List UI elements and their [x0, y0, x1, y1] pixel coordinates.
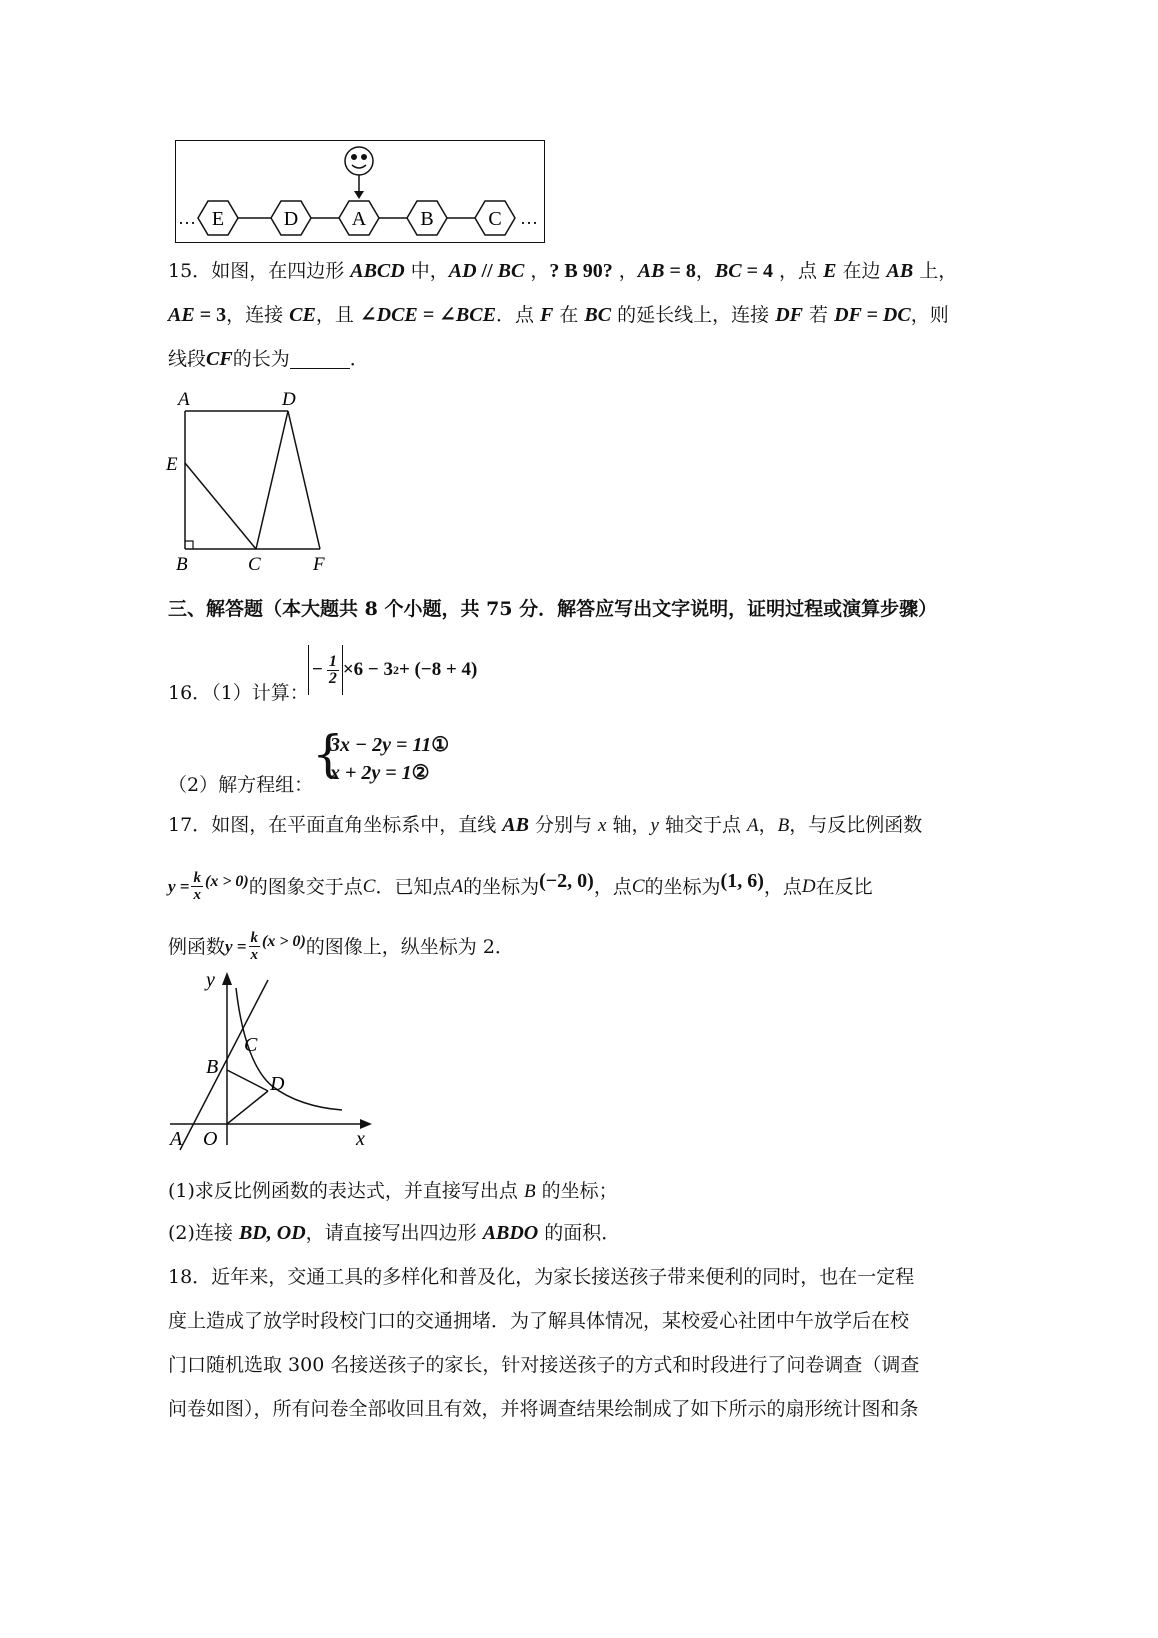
- q17-text: ，点: [763, 875, 802, 898]
- right-angle-mark: [185, 541, 193, 549]
- text-run: ，且: [315, 304, 360, 326]
- text-run: BC: [584, 304, 612, 326]
- q16-expression: [308, 644, 477, 696]
- right-ellipsis: …: [520, 208, 538, 228]
- q17-line-2: [168, 870, 873, 903]
- q16-number: 16．: [168, 682, 212, 704]
- q18-line-1: [168, 1264, 914, 1290]
- q15-cf: CF: [206, 348, 233, 370]
- text-run: DF: [775, 304, 803, 326]
- fig-label-f: F: [313, 554, 325, 575]
- text-run: 上，: [913, 260, 958, 282]
- text-run: ，: [524, 260, 550, 282]
- text-run: 在: [553, 304, 585, 326]
- text-run: ，: [695, 260, 715, 282]
- q17-text: C: [631, 875, 645, 897]
- fig-label-e: E: [166, 454, 178, 475]
- text-run: AB: [502, 814, 529, 836]
- text-run: 分别与: [528, 814, 599, 836]
- q18-line-2: 度上造成了放学时段校门口的交通拥堵．为了解具体情况，某校爱心社团中午放学后在校: [168, 1310, 910, 1332]
- text-run: 轴交于点: [658, 814, 748, 836]
- hex-label-d: D: [283, 208, 299, 230]
- q15-line-1: [168, 258, 957, 284]
- label-y: y: [206, 969, 215, 991]
- smiley-face-icon: [345, 147, 373, 175]
- expr-middle: ×6 − 3: [342, 659, 393, 680]
- q15-line-2: [168, 302, 949, 328]
- text-run: AE: [168, 304, 195, 326]
- label-o: O: [203, 1128, 218, 1150]
- text-run: DF = DC: [834, 304, 911, 326]
- label-c: C: [244, 1034, 258, 1056]
- label-x: x: [356, 1128, 365, 1150]
- left-ellipsis: …: [178, 208, 196, 228]
- coord-a: (−2, 0): [539, 869, 594, 892]
- func-y: y =: [225, 936, 247, 956]
- q17-line-1-content: [211, 814, 922, 836]
- text-run: ABCD: [350, 260, 405, 282]
- func-y: y =: [168, 876, 190, 896]
- q16-part2: [168, 772, 313, 798]
- text-run: F: [539, 304, 554, 326]
- text-run: 在边: [836, 260, 887, 282]
- text-run: 轴，: [606, 814, 651, 836]
- text-run: CE: [289, 304, 316, 326]
- q17-text: 的坐标为: [463, 875, 540, 898]
- text-run: AB: [637, 260, 665, 282]
- text-run: ，: [758, 814, 778, 836]
- text-run: 如图，在四边形: [211, 260, 351, 282]
- hexagon-chain-svg: [176, 141, 544, 242]
- text-run: ，连接: [226, 304, 290, 326]
- q17-text: B: [523, 1181, 536, 1202]
- q17-number: 17．: [168, 814, 212, 836]
- q18-line-4: 问卷如图），所有问卷全部收回且有效，并将调查结果绘制成了如下所示的扇形统计图和条: [168, 1398, 919, 1420]
- fraction-one-half: $\frac{1}{2}$: [328, 652, 337, 687]
- q18-number: 18．: [168, 1266, 212, 1288]
- text-run: //: [476, 260, 498, 282]
- left-brace: {: [312, 725, 344, 783]
- text-run: AB: [886, 260, 914, 282]
- text-run: A: [747, 815, 759, 836]
- equation-1: 3x − 2y = 11①: [330, 734, 450, 756]
- q17-text: D: [801, 875, 816, 897]
- text-run: 如图，在平面直角坐标系中，直线: [211, 814, 503, 836]
- exponent: 2: [392, 662, 399, 677]
- q15-line-2-content: [168, 304, 949, 326]
- q17-text: 在反比: [815, 875, 873, 898]
- q17-text: 例函数: [168, 935, 226, 958]
- text-run: B: [777, 815, 790, 836]
- absolute-value-bars: [308, 645, 343, 695]
- q15-quadrilateral-figure: [160, 385, 340, 580]
- q17-text: 的图像上，纵坐标为 2．: [305, 935, 514, 958]
- fig-label-d: D: [282, 389, 296, 410]
- fraction-k-over-x: $\frac{k}{x}$: [250, 930, 258, 963]
- fig-label-b: B: [176, 554, 188, 575]
- q17-sub-1: [168, 1178, 618, 1205]
- q17-text: (2)连接: [168, 1222, 239, 1244]
- label-a: A: [170, 1128, 183, 1150]
- text-run: x: [598, 815, 607, 836]
- text-run: ∠DCE = ∠BCE: [359, 304, 496, 326]
- q17-text: ，点: [593, 875, 632, 898]
- q17-text: ，请直接写出四边形: [305, 1222, 483, 1244]
- coord-c: (1, 6): [720, 869, 764, 892]
- hexagon-chain-figure: [175, 140, 545, 243]
- func-condition: (x > 0): [262, 932, 306, 950]
- section-3-heading: 三、解答题（本大题共 8 个小题，共 75 分．解答应写出文字说明，证明过程或演算步骤）: [168, 598, 938, 620]
- expr-tail: + (−8 + 4): [398, 659, 478, 680]
- q16-part2-label: （2）解方程组：: [168, 774, 314, 796]
- circled-2: ②: [411, 762, 430, 784]
- arrow-head-icon: [354, 191, 364, 199]
- q17-text: ．已知点: [375, 875, 452, 898]
- q17-text: 的面积．: [538, 1222, 621, 1244]
- q17-abdo: ABDO: [482, 1222, 539, 1244]
- circled-1: ①: [431, 734, 450, 756]
- q17-coordinate-figure: [160, 960, 390, 1155]
- text-run: ，点: [773, 260, 824, 282]
- q15-line-3: [168, 346, 369, 372]
- hex-label-b: B: [420, 208, 434, 230]
- text-run: ，与反比例函数: [789, 814, 923, 836]
- text-run: ? B 90?: [549, 260, 613, 282]
- q18-text: 近年来，交通工具的多样化和普及化，为家长接送孩子带来便利的同时，也在一定程: [211, 1266, 915, 1288]
- q17-line-3: [168, 930, 514, 963]
- text-run: AD: [448, 260, 477, 282]
- q17-text: 的坐标为: [644, 875, 721, 898]
- segment-od: [227, 1091, 268, 1124]
- q15-number: 15．: [168, 260, 212, 282]
- q15-text: 的长为: [232, 348, 290, 370]
- fraction-k-over-x: $\frac{k}{x}$: [193, 870, 201, 903]
- text-run: ，: [612, 260, 638, 282]
- text-run: ．点: [495, 304, 540, 326]
- func-condition: (x > 0): [204, 872, 249, 890]
- text-run: 中，: [404, 260, 449, 282]
- text-run: y: [650, 815, 659, 836]
- fig-label-c: C: [248, 554, 261, 575]
- q15-text: 线段: [168, 348, 207, 370]
- text-run: BC: [714, 260, 742, 282]
- q16-part1-label: （1）计算：: [211, 682, 309, 704]
- hex-label-e: E: [211, 208, 225, 230]
- text-run: = 8: [664, 260, 696, 282]
- answer-blank[interactable]: [290, 348, 350, 369]
- q17-text: 的图象交于点: [248, 875, 363, 898]
- y-axis-arrow-icon: [222, 972, 232, 985]
- q17-bd-od: BD, OD: [238, 1222, 306, 1244]
- text-run: BC: [497, 260, 525, 282]
- label-b: B: [206, 1056, 219, 1078]
- q17-text: (1)求反比例函数的表达式，并直接写出点: [168, 1180, 524, 1202]
- text-run: = 4: [741, 260, 773, 282]
- minus-sign: −: [312, 659, 323, 680]
- segment-bd: [227, 1070, 268, 1091]
- q16-part1: [168, 680, 309, 706]
- q17-text: C: [362, 875, 376, 897]
- text-run: = 3: [194, 304, 227, 326]
- q17-text: 的坐标；: [535, 1180, 618, 1202]
- text-run: 的延长线上，连接: [611, 304, 776, 326]
- text-run: ，则: [910, 304, 949, 326]
- text-run: E: [823, 260, 837, 282]
- text-run: 若: [803, 304, 835, 326]
- equation-2: x + 2y = 1②: [330, 762, 430, 784]
- hex-label-a: A: [351, 208, 367, 230]
- q18-line-3: 门口随机选取 300 名接送孩子的家长，针对接送孩子的方式和时段进行了问卷调查（调查: [168, 1354, 920, 1376]
- q17-sub-2: [168, 1220, 620, 1246]
- hex-label-c: C: [488, 208, 502, 230]
- q17-text: A: [451, 875, 464, 897]
- q17-line-1: [168, 812, 922, 839]
- fig-label-a: A: [178, 389, 190, 410]
- label-d: D: [270, 1073, 285, 1095]
- q15-text: ．: [349, 348, 369, 370]
- q15-line-1-content: [211, 260, 957, 282]
